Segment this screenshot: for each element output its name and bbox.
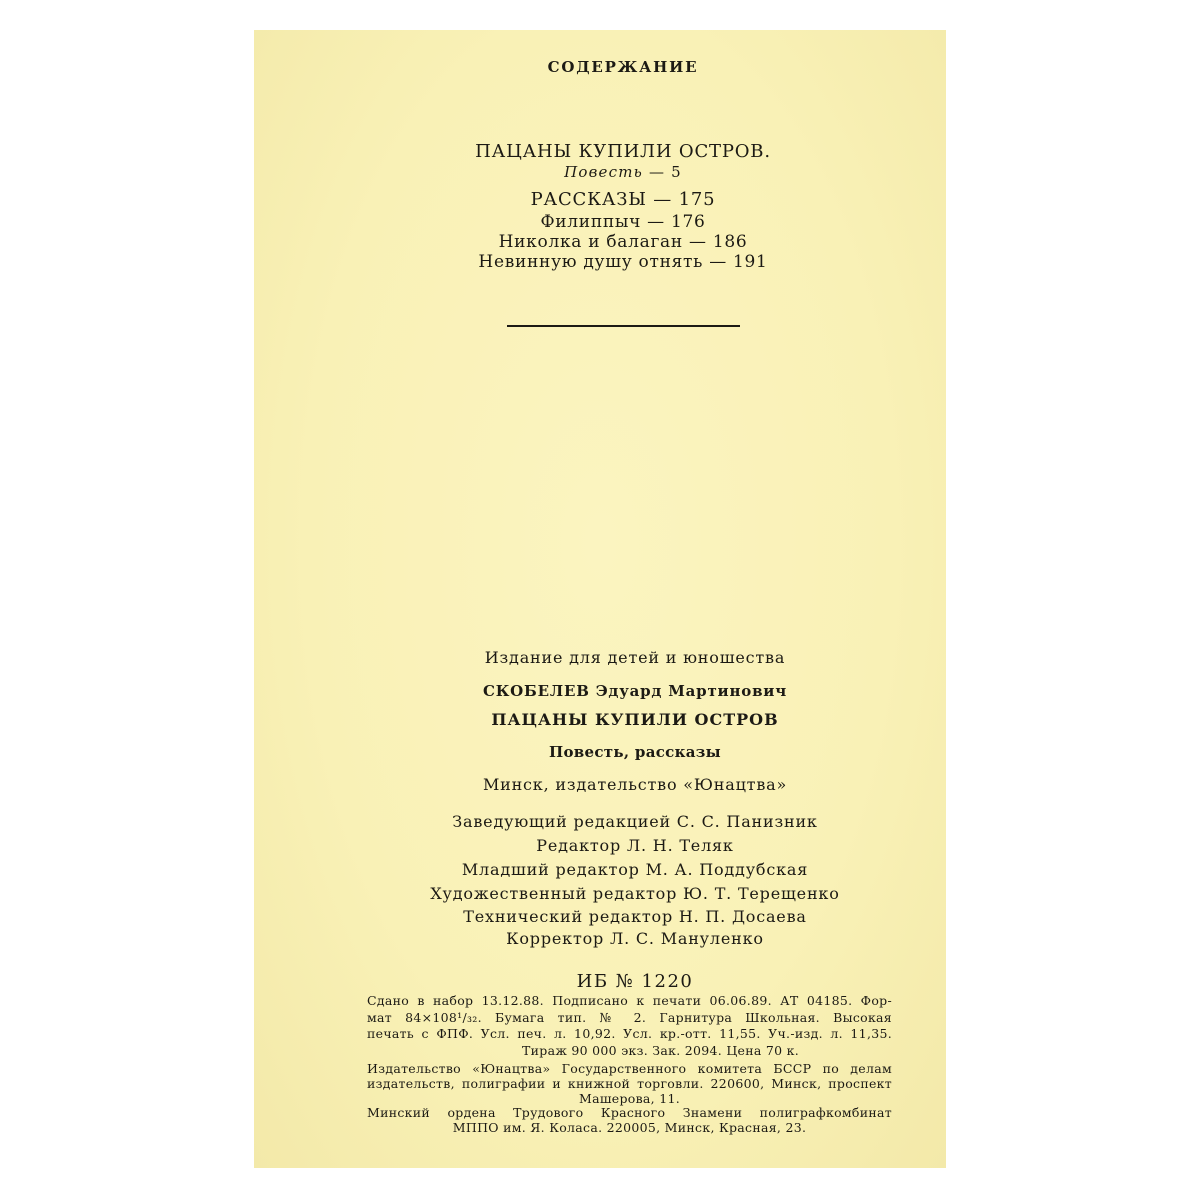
contents-stories-title: РАССКАЗЫ — 175 — [530, 189, 716, 210]
imprint-staff-line: Корректор Л. С. Мануленко — [506, 929, 764, 948]
publisher-address-line: Машерова, 11. — [578, 1091, 680, 1106]
print-details-line: печать с ФПФ. Усл. печ. л. 10,92. Усл. кр.-отт. 11,55. Уч.-изд. л. 11,35. — [367, 1026, 892, 1041]
imprint-ib-number: ИБ № 1220 — [576, 971, 694, 992]
imprint-book-title: ПАЦАНЫ КУПИЛИ ОСТРОВ — [491, 710, 779, 729]
imprint-staff-line: Младший редактор М. А. Поддубская — [461, 860, 809, 879]
imprint-author: СКОБЕЛЕВ Эдуард Мартинович — [483, 682, 787, 700]
print-details-line: Тираж 90 000 экз. Зак. 2094. Цена 70 к. — [522, 1043, 800, 1058]
imprint-staff-line: Заведующий редакцией С. С. Панизник — [452, 812, 818, 831]
printer-address-line: МППО им. Я. Коласа. 220005, Минск, Красная, 23. — [452, 1120, 807, 1135]
contents-novella-title: ПАЦАНЫ КУПИЛИ ОСТРОВ. — [475, 141, 771, 162]
contents-novella-page: — 5 — [648, 163, 682, 181]
publisher-address-line: издательств, полиграфии и книжной торговли. 220600, Минск, проспект — [367, 1076, 892, 1091]
contents-heading: СОДЕРЖАНИЕ — [547, 58, 699, 76]
imprint-subtitle: Повесть, рассказы — [549, 743, 721, 761]
contents-story-item: Невинную душу отнять — 191 — [478, 252, 768, 272]
print-details-line: Сдано в набор 13.12.88. Подписано к печати 06.06.89. АТ 04185. Фор- — [367, 993, 892, 1008]
contents-novella-genre: Повесть — [564, 163, 644, 181]
publisher-address-line: Издательство «Юнацтва» Государственного комитета БССР по делам — [367, 1061, 892, 1076]
contents-story-item: Николка и балаган — 186 — [498, 232, 748, 252]
imprint-audience: Издание для детей и юношества — [484, 648, 786, 667]
printer-address-line: Минский ордена Трудового Красного Знамени полиграфкомбинат — [367, 1105, 892, 1120]
print-details-line: мат 84×108¹/₃₂. Бумага тип. № 2. Гарнитура Школьная. Высокая — [367, 1010, 892, 1025]
book-page — [254, 30, 946, 1168]
imprint-staff-line: Редактор Л. Н. Теляк — [536, 836, 734, 855]
contents-story-item: Филиппыч — 176 — [540, 212, 706, 232]
printer-address — [367, 30, 892, 1168]
imprint-staff-line: Художественный редактор Ю. Т. Терещенко — [430, 884, 840, 903]
imprint-publisher: Минск, издательство «Юнацтва» — [482, 775, 788, 794]
imprint-staff-line: Технический редактор Н. П. Досаева — [463, 907, 807, 926]
